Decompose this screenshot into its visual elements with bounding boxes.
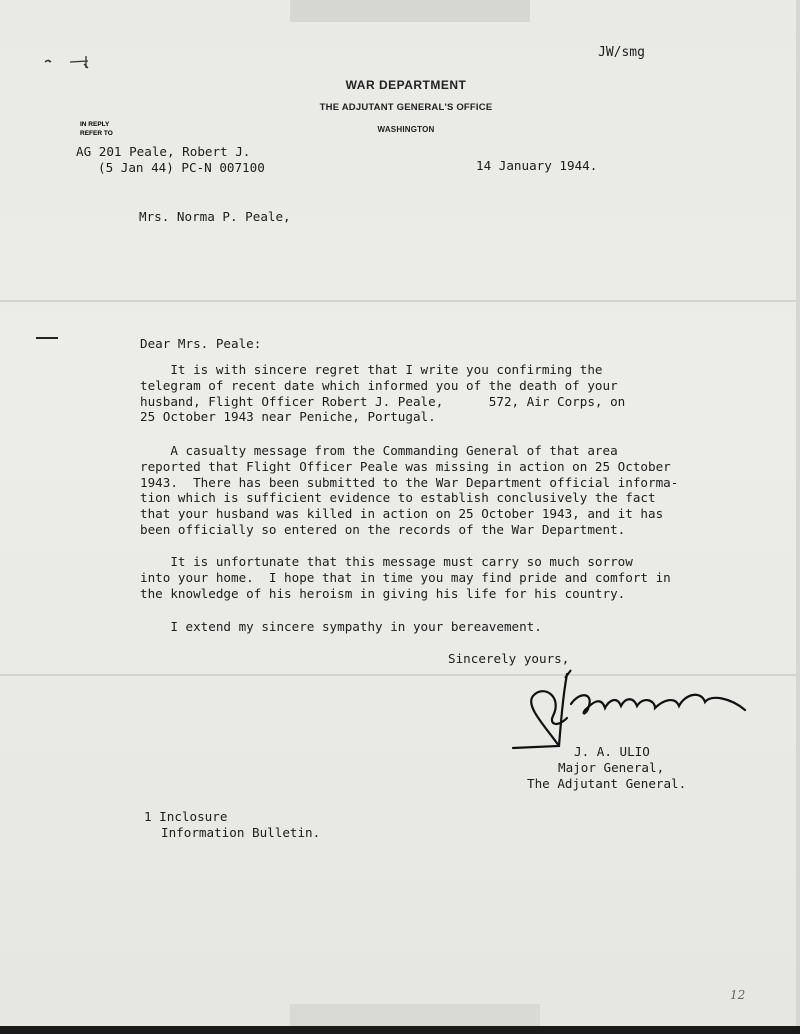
reply-label-line2: REFER TO [80, 130, 113, 137]
enclosure-description: Information Bulletin. [161, 825, 321, 840]
recipient-name: Mrs. Norma P. Peale, [139, 209, 291, 224]
letterhead-office: THE ADJUTANT GENERAL'S OFFICE [319, 102, 493, 113]
page-number-mark: 12 [730, 988, 746, 1002]
paragraph-line: telegram of recent date which informed you of the death of your [140, 377, 618, 393]
paragraph-line: reported that Flight Officer Peale was missing in action on 25 October [140, 458, 671, 474]
letter-date: 14 January 1944. [476, 158, 598, 173]
reference-line1: AG 201 Peale, Robert J. [76, 144, 251, 159]
letterhead-city: WASHINGTON [377, 125, 435, 134]
paragraph-1 [140, 362, 720, 425]
paragraph-4 [140, 619, 720, 635]
paragraph-line: 25 October 1943 near Peniche, Portugal. [140, 409, 436, 425]
tape-mark-bottom [290, 1004, 540, 1026]
paragraph-line: husband, Flight Officer Robert J. Peale, 572, Air Corps, on [140, 393, 626, 409]
paragraph-line: the knowledge of his heroism in giving his life for his country. [140, 585, 626, 601]
paragraph-line: I extend my sincere sympathy in your bereavement. [140, 619, 542, 634]
reply-label-line1: IN REPLY [80, 121, 110, 128]
tape-mark-top [290, 0, 530, 22]
paragraph-line: 1943. There has been submitted to the War Department official informa- [140, 474, 679, 490]
typist-initials: JW/smg [598, 45, 645, 60]
enclosure-count: 1 Inclosure [144, 809, 228, 824]
page-edge [796, 0, 800, 1026]
salutation: Dear Mrs. Peale: [140, 336, 262, 351]
stray-ink-mark [40, 50, 100, 75]
paragraph-line: It is with sincere regret that I write you confirming the [140, 362, 603, 377]
scan-border [0, 1026, 800, 1034]
margin-dash [36, 337, 58, 339]
handwritten-signature [505, 666, 760, 756]
reference-line2: (5 Jan 44) PC-N 007100 [98, 160, 265, 175]
paragraph-3 [140, 554, 720, 601]
closing: Sincerely yours, [448, 651, 570, 666]
paragraph-2 [140, 443, 720, 538]
paragraph-line: A casualty message from the Commanding General of that area [140, 443, 618, 458]
reply-label [80, 120, 113, 138]
paragraph-line: into your home. I hope that in time you may find pride and comfort in [140, 569, 671, 585]
signer-rank: Major General, [558, 760, 665, 775]
signer-title: The Adjutant General. [527, 776, 687, 791]
paragraph-line: tion which is sufficient evidence to establish conclusively the fact [140, 490, 656, 506]
paragraph-line: been officially so entered on the records of the War Department. [140, 521, 626, 537]
paragraph-line: It is unfortunate that this message must carry so much sorrow [140, 554, 633, 569]
fold-line-upper [0, 300, 796, 302]
paragraph-line: that your husband was killed in action on 25 October 1943, and it has [140, 506, 664, 522]
letterhead-department: WAR DEPARTMENT [345, 78, 467, 92]
signer-name: J. A. ULIO [574, 744, 650, 759]
